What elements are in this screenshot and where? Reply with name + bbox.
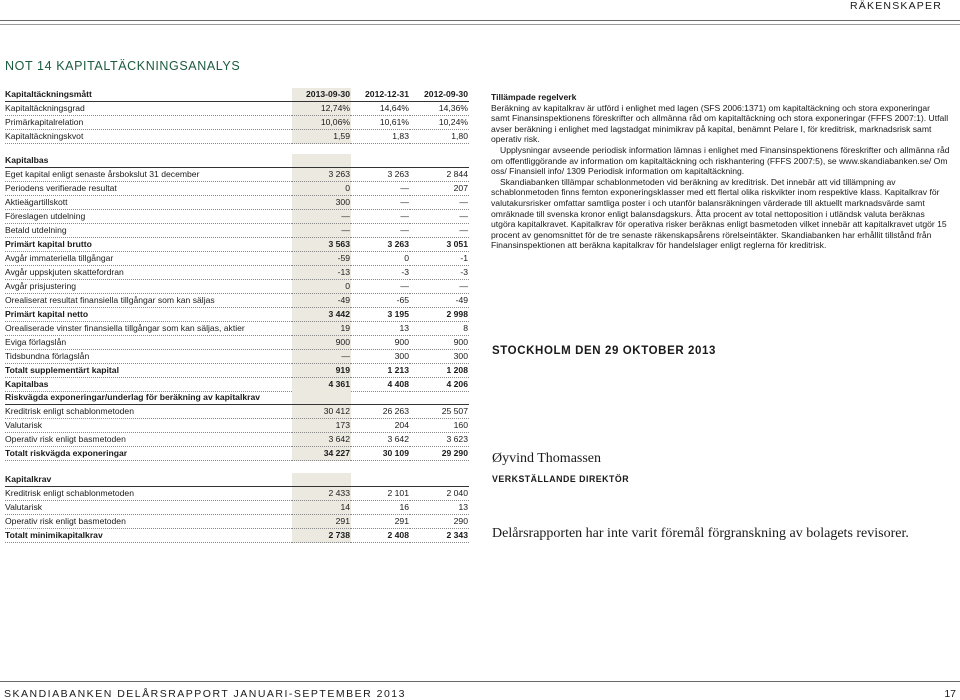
cell-2013-09-30: 3 642 [292,433,351,447]
cell-2012-12-31: 3 263 [351,238,410,252]
cell-2012-09-30: -3 [410,266,469,280]
cell-2012-12-31: 3 195 [351,308,410,322]
row-label: Operativ risk enligt basmetoden [5,433,292,447]
cell-2013-09-30: 291 [292,515,351,529]
table-row [5,280,469,294]
table-row [5,364,469,378]
table-row [5,529,469,543]
cell-2013-09-30: 14 [292,501,351,515]
policy-paragraph-2: Upplysningar avseende periodisk information lämnas i enlighet med Finansinspektionens föreskrifter och allmänna råd om offentliggörande av information om kapitaltäckning och riskhantering (FFFS 2007:5), se www.skandiabanken.se/ Om oss/ Finansiell info/ 1309 Periodisk information om kapitaltäckning. [491,144,950,177]
cell-2012-09-30: 3 051 [410,238,469,252]
cell-2013-09-30: — [292,350,351,364]
row-label: Kapitaltäckningskvot [5,130,292,144]
table-row [5,447,469,461]
cell-2013-09-30: 0 [292,280,351,294]
table-row [5,210,469,224]
footer-rule [0,681,960,682]
header-section-label: RÄKENSKAPER [850,0,942,12]
capital-base-heading: Kapitalbas [5,154,292,168]
cell-2012-12-31: 291 [351,515,410,529]
cell-2012-12-31: 1,83 [351,130,410,144]
cell-2012-09-30: -49 [410,294,469,308]
row-label: Eget kapital enligt senaste årsbokslut 31 december [5,168,292,182]
capital-requirement-heading-hl [292,473,351,487]
cell-2013-09-30: 12,74% [292,102,351,116]
cell-2012-12-31: 30 109 [351,447,410,461]
cell-2013-09-30: 19 [292,322,351,336]
row-label: Orealiserade vinster finansiella tillgångar som kan säljas, aktier [5,322,292,336]
cell-2012-12-31: 0 [351,252,410,266]
table-row [5,322,469,336]
row-label: Eviga förlagslån [5,336,292,350]
row-label: Primärkapitalrelation [5,116,292,130]
cell-2012-09-30: 2 998 [410,308,469,322]
cell-2013-09-30: 3 442 [292,308,351,322]
cell-2012-09-30: 10,24% [410,116,469,130]
row-label: Aktieägartillskott [5,196,292,210]
table-row [5,308,469,322]
row-label: Betald utdelning [5,224,292,238]
capital-requirement-heading-row [5,473,469,487]
cell-2012-09-30: 29 290 [410,447,469,461]
header-rule [0,20,960,21]
risk-weighted-heading-blank [410,391,469,405]
cell-2013-09-30: 3 263 [292,168,351,182]
risk-weighted-heading-row [5,391,469,405]
table-row [5,294,469,308]
cell-2013-09-30: — [292,210,351,224]
capital-requirement-heading-blank [351,473,410,487]
cell-2012-12-31: 13 [351,322,410,336]
row-label: Valutarisk [5,501,292,515]
capital-base-rows [5,168,469,392]
cell-2013-09-30: 10,06% [292,116,351,130]
capital-ratio-heading-row [5,88,469,102]
cell-2012-12-31: 1 213 [351,364,410,378]
table-row [5,336,469,350]
cell-2013-09-30: -49 [292,294,351,308]
row-label: Avgår prisjustering [5,280,292,294]
row-label: Orealiserat resultat finansiella tillgångar som kan säljas [5,294,292,308]
row-label: Föreslagen utdelning [5,210,292,224]
cell-2012-12-31: 204 [351,419,410,433]
capital-base-table [5,154,469,392]
table-row [5,102,469,116]
table-row [5,116,469,130]
cell-2012-12-31: 900 [351,336,410,350]
table-row [5,515,469,529]
table-row [5,182,469,196]
table-row [5,419,469,433]
row-label: Kreditrisk enligt schablonmetoden [5,405,292,419]
footer-page-number: 17 [944,688,956,700]
capital-requirement-table [5,473,469,543]
capital-base-heading-row [5,154,469,168]
table-row [5,252,469,266]
cell-2012-12-31: 300 [351,350,410,364]
table-row [5,238,469,252]
cell-2012-12-31: 2 408 [351,529,410,543]
table-row [5,266,469,280]
row-label: Periodens verifierade resultat [5,182,292,196]
table-row [5,168,469,182]
col-header-2012-12-31: 2012-12-31 [351,88,410,102]
capital-requirement-heading-blank [410,473,469,487]
cell-2012-12-31: -65 [351,294,410,308]
cell-2012-09-30: 25 507 [410,405,469,419]
capital-requirement-rows [5,487,469,543]
footer-report-title: SKANDIABANKEN DELÅRSRAPPORT JANUARI-SEPTEMBER 2013 [4,688,406,700]
risk-weighted-heading-hl [292,391,351,405]
col-header-2013-09-30: 2013-09-30 [292,88,351,102]
cell-2013-09-30: -59 [292,252,351,266]
row-label: Primärt kapital brutto [5,238,292,252]
signature-name: Øyvind Thomassen [492,451,602,466]
cell-2012-09-30: 300 [410,350,469,364]
cell-2012-12-31: 26 263 [351,405,410,419]
cell-2013-09-30: 3 563 [292,238,351,252]
cell-2012-09-30: 8 [410,322,469,336]
table-row [5,501,469,515]
cell-2013-09-30: 0 [292,182,351,196]
row-label: Totalt supplementärt kapital [5,364,292,378]
cell-2012-09-30: 2 844 [410,168,469,182]
cell-2012-09-30: 3 623 [410,433,469,447]
cell-2012-12-31: 14,64% [351,102,410,116]
cell-2013-09-30: 173 [292,419,351,433]
capital-ratio-table [5,88,469,144]
section-title: NOT 14 KAPITALTÄCKNINGSANALYS [5,59,241,73]
cell-2012-09-30: 207 [410,182,469,196]
row-label: Kapitaltäckningsgrad [5,102,292,116]
cell-2013-09-30: -13 [292,266,351,280]
cell-2013-09-30: 300 [292,196,351,210]
cell-2012-09-30: — [410,196,469,210]
cell-2012-09-30: 160 [410,419,469,433]
capital-base-heading-blank [410,154,469,168]
row-label: Operativ risk enligt basmetoden [5,515,292,529]
row-label: Totalt minimikapitalkrav [5,529,292,543]
col-header-2012-09-30: 2012-09-30 [410,88,469,102]
capital-ratio-heading: Kapitaltäckningsmått [5,88,292,102]
risk-weighted-rows [5,405,469,461]
row-label: Tidsbundna förlagslån [5,350,292,364]
table-row [5,378,469,392]
cell-2012-09-30: — [410,224,469,238]
policy-text-block [491,92,951,251]
cell-2012-09-30: -1 [410,252,469,266]
cell-2012-09-30: — [410,210,469,224]
cell-2012-09-30: 14,36% [410,102,469,116]
row-label: Primärt kapital netto [5,308,292,322]
capital-base-heading-blank [351,154,410,168]
cell-2013-09-30: 919 [292,364,351,378]
signature-city-date: STOCKHOLM DEN 29 OKTOBER 2013 [492,345,717,357]
capital-ratio-rows [5,102,469,144]
risk-weighted-heading-blank [351,391,410,405]
table-row [5,224,469,238]
cell-2012-09-30: 290 [410,515,469,529]
cell-2013-09-30: 2 738 [292,529,351,543]
cell-2012-09-30: 900 [410,336,469,350]
cell-2013-09-30: — [292,224,351,238]
cell-2012-09-30: 2 040 [410,487,469,501]
cell-2013-09-30: 30 412 [292,405,351,419]
cell-2013-09-30: 2 433 [292,487,351,501]
audit-statement: Delårsrapporten har inte varit föremål förgranskning av bolagets revisorer. [492,526,909,541]
cell-2012-09-30: 1,80 [410,130,469,144]
table-row [5,130,469,144]
cell-2012-12-31: 16 [351,501,410,515]
row-label: Valutarisk [5,419,292,433]
cell-2012-12-31: — [351,182,410,196]
table-row [5,405,469,419]
row-label: Totalt riskvägda exponeringar [5,447,292,461]
risk-weighted-table [5,391,469,461]
header-rule-thin [0,24,960,25]
cell-2013-09-30: 1,59 [292,130,351,144]
policy-paragraph-1: Beräkning av kapitalkrav är utförd i enlighet med lagen (SFS 2006:1371) om kapitaltäckning och stora exponeringar samt Finansinspektionens föreskrifter och allmänna råd om kapitaltäckning och stora exponeringar (FFFS 2007:1). Utfall avser beräkning i enlighet med lagstadgat minimikrav på kapital, benämnt Pelare I, för kreditrisk, marknadsrisk samt operativ risk. [491,102,949,145]
cell-2012-12-31: — [351,210,410,224]
cell-2012-12-31: 10,61% [351,116,410,130]
cell-2012-09-30: — [410,280,469,294]
capital-requirement-heading: Kapitalkrav [5,473,292,487]
cell-2012-12-31: 4 408 [351,378,410,392]
risk-weighted-heading: Riskvägda exponeringar/underlag för beräkning av kapitalkrav [5,391,292,405]
cell-2012-12-31: — [351,196,410,210]
signature-role: VERKSTÄLLANDE DIREKTÖR [492,474,630,484]
row-label: Avgår immateriella tillgångar [5,252,292,266]
cell-2012-12-31: — [351,224,410,238]
table-row [5,350,469,364]
row-label: Avgår uppskjuten skattefordran [5,266,292,280]
cell-2012-12-31: -3 [351,266,410,280]
capital-base-heading-hl [292,154,351,168]
row-label: Kreditrisk enligt schablonmetoden [5,487,292,501]
policy-paragraph-3: Skandiabanken tillämpar schablonmetoden vid beräkning av kreditrisk. Det innebär att vid tillämpning av schablonmetoden finns femton exponeringsklasser med ett flertal olika riskvikter inom respektive klass. Kapitalkrav för valutakursrisker omfattar samtliga poster i och utanför balansräkningen värderade till aktuellt marknadsvärde samt omräknade till svenska kronor enligt balansdagskurs. Åtta procent av total nettoposition i utländsk valuta beräknas utgöra kapitalkravet. Kapitalkrav för operativa risker beräknas enligt basmetoden vilket innebär att kapitalkravet utgör 15 procent av genomsnittet för de tre senaste räkenskapsårens rörelseintäkter. Skandiabanken har erhållit tillstånd från Finansinspektionen att beräkna kapitalkrav för handelslager enligt reglerna för kreditrisk. [491,176,947,251]
table-row [5,487,469,501]
table-row [5,196,469,210]
cell-2013-09-30: 34 227 [292,447,351,461]
cell-2012-12-31: — [351,280,410,294]
row-label: Kapitalbas [5,378,292,392]
cell-2012-09-30: 1 208 [410,364,469,378]
cell-2012-09-30: 13 [410,501,469,515]
cell-2012-09-30: 2 343 [410,529,469,543]
cell-2012-12-31: 3 642 [351,433,410,447]
cell-2012-09-30: 4 206 [410,378,469,392]
cell-2012-12-31: 2 101 [351,487,410,501]
policy-heading: Tillämpade regelverk [491,92,577,102]
cell-2013-09-30: 900 [292,336,351,350]
cell-2012-12-31: 3 263 [351,168,410,182]
cell-2013-09-30: 4 361 [292,378,351,392]
table-row [5,433,469,447]
